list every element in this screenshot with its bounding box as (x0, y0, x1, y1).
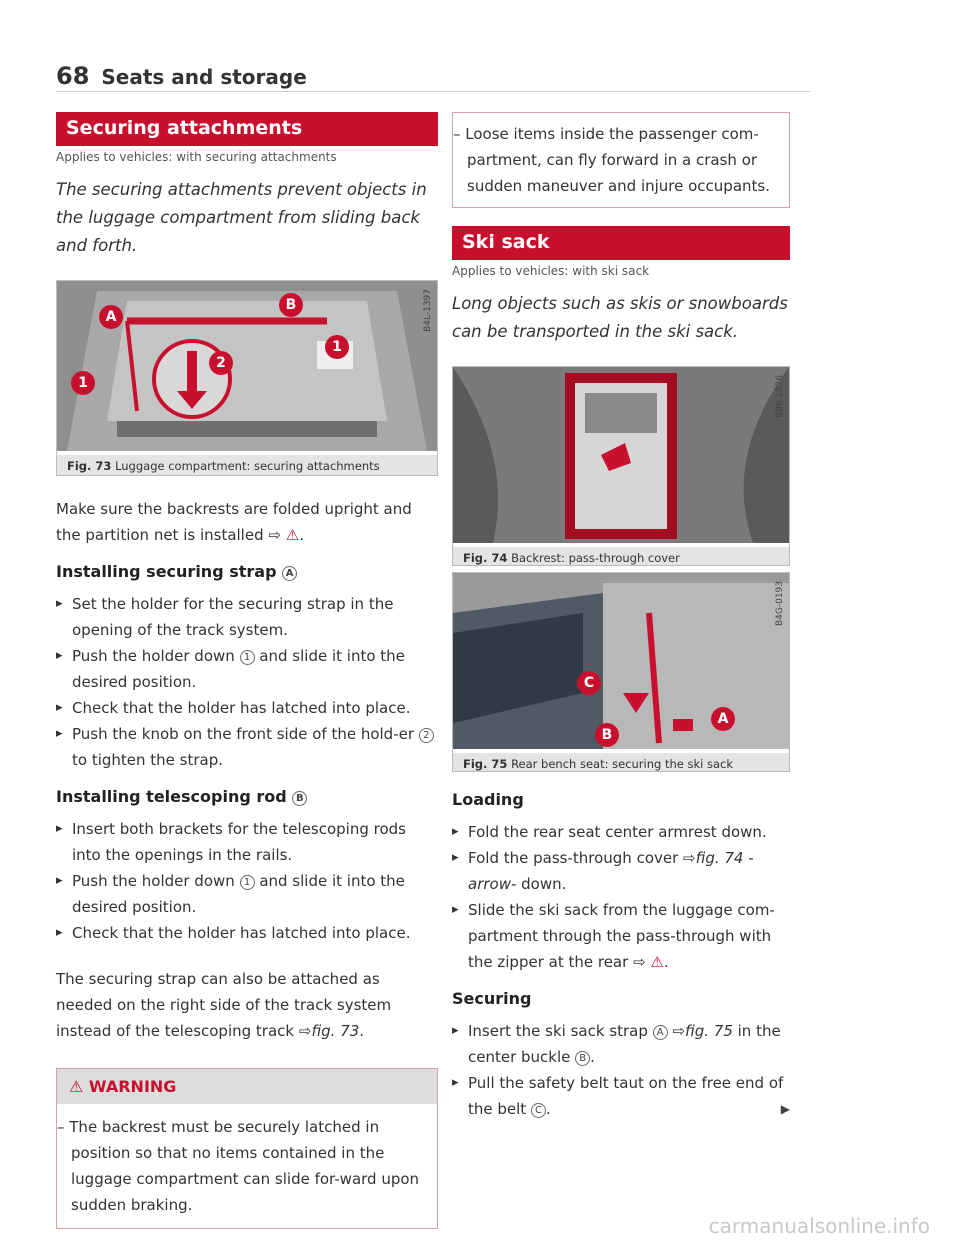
figure-code: B4G-0193 (775, 581, 785, 627)
text: Installing securing strap (56, 562, 277, 581)
warning-triangle-icon: ⚠ (69, 1077, 84, 1096)
ref-arrow: ⇨ (298, 1022, 312, 1040)
ref-arrow: ⇨ (268, 526, 281, 544)
ski-sack-illustration (453, 573, 789, 749)
text: Pull the safety belt taut on the free end of the belt (468, 1074, 784, 1118)
figure-caption-text: Luggage compartment: securing attachments (115, 459, 380, 473)
marker-a-inline: A (282, 566, 297, 581)
subheading-strap (56, 562, 438, 581)
page-number: 68 (56, 62, 90, 90)
figure-label: Fig. 73 (67, 459, 112, 473)
list-item (56, 721, 438, 773)
right-column (452, 112, 790, 1122)
text: down. (516, 875, 567, 893)
figure-caption (453, 753, 789, 772)
marker-b: B (279, 293, 303, 317)
text: . (359, 1022, 365, 1040)
paragraph-backrests (56, 496, 438, 548)
marker-1-inline: 1 (240, 650, 255, 665)
figure-caption (453, 547, 789, 566)
section-banner-ski-sack: Ski sack (452, 226, 790, 260)
figure-caption-text: Rear bench seat: securing the ski sack (511, 757, 734, 771)
figure-caption (57, 455, 437, 476)
page-header (56, 62, 810, 92)
text: . (663, 953, 669, 971)
warning-header (57, 1069, 437, 1104)
list-item: ▸ Fold the rear seat center armrest down. (452, 819, 790, 845)
list-item (452, 845, 790, 897)
text: . (299, 526, 304, 544)
list-item: ▸ Check that the holder has latched into place. (56, 695, 438, 721)
text: Insert the ski sack strap (468, 1022, 653, 1040)
pass-through-cover-illustration (453, 367, 789, 543)
text: and slide it into the desired position. (72, 647, 405, 691)
marker-b-inline: B (575, 1051, 590, 1066)
text: and slide it into the desired position. (72, 872, 405, 916)
warning-title: WARNING (88, 1077, 177, 1096)
marker-b-inline: B (292, 791, 307, 806)
list-item (452, 1018, 790, 1070)
section-banner-securing: Securing attachments (56, 112, 438, 146)
intro-text: Long objects such as skis or snowboards can be transported in the ski sack. (452, 294, 788, 341)
left-column (56, 112, 438, 1229)
list-item (452, 1070, 790, 1122)
text: . (590, 1048, 595, 1066)
marker-a-inline: A (653, 1025, 668, 1040)
strap-steps (56, 591, 438, 773)
figure-caption-text: Backrest: pass-through cover (511, 551, 680, 565)
text: Push the holder down (72, 647, 240, 665)
applies-note: Applies to vehicles: with securing attachments (56, 150, 337, 164)
list-item: ▸ Check that the holder has latched into place. (56, 920, 438, 946)
watermark: carmanualsonline.info (708, 1214, 930, 1238)
caution-box: – Loose items inside the passenger com-partment, can fly forward in a crash or sudden maneuver and injure occupants. (452, 112, 790, 208)
figure-75 (452, 572, 790, 772)
marker-c: C (577, 671, 601, 695)
marker-1-left: 1 (71, 371, 95, 395)
marker-2-inline: 2 (419, 728, 434, 743)
marker-1-inline: 1 (240, 875, 255, 890)
list-item (56, 643, 438, 695)
ref-arrow: ⇨ (633, 953, 646, 971)
loading-steps (452, 819, 790, 975)
text: in the center buckle (468, 1022, 781, 1066)
paragraph-track (56, 966, 438, 1044)
subheading-securing: Securing (452, 989, 532, 1008)
warning-triangle-icon: ⚠ (285, 526, 300, 544)
figure-label: Fig. 74 (463, 551, 508, 565)
figure-ref[interactable]: fig. 75 (685, 1022, 733, 1040)
figure-code: B8K-1826 (775, 375, 785, 419)
text: Push the knob on the front side of the hold-er (72, 725, 419, 743)
figure-code: B4L-1397 (423, 289, 433, 332)
ref-arrow: ⇨ (672, 1022, 686, 1040)
continue-arrow-icon: ▶ (780, 1102, 790, 1116)
text: . (545, 1100, 551, 1118)
text: Installing telescoping rod (56, 787, 287, 806)
figure-ref[interactable]: fig. 73 (311, 1022, 360, 1040)
marker-a: A (711, 707, 735, 731)
marker-2: 2 (209, 351, 233, 375)
list-item (56, 868, 438, 920)
text: to tighten the strap. (72, 751, 224, 769)
text: Slide the ski sack from the luggage com-partment through the pass-through with the zipper at the rear (468, 901, 775, 971)
text: Fold the pass-through cover (468, 849, 684, 867)
list-item: ▸ Insert both brackets for the telescoping rods into the openings in the rails. (56, 816, 438, 868)
subheading-rod (56, 787, 438, 806)
figure-label: Fig. 75 (463, 757, 508, 771)
text: Push the holder down (72, 872, 240, 890)
warning-text: – The backrest must be securely latched in position so that no items contained in the luggage compartment can slide for-ward upon sudden braking. (57, 1118, 420, 1214)
warning-triangle-icon: ⚠ (650, 953, 664, 971)
marker-1-right: 1 (325, 335, 349, 359)
subheading-loading: Loading (452, 790, 524, 809)
rod-steps (56, 816, 438, 946)
ref-arrow: ⇨ (683, 849, 696, 867)
list-item (452, 897, 790, 975)
figure-73 (56, 280, 438, 476)
intro-text: The securing attachments prevent objects in the luggage compartment from sliding back and forth. (56, 180, 427, 255)
figure-ref[interactable]: fig. 74 -arrow- (468, 849, 754, 893)
text: Make sure the backrests are folded upright and the partition net is installed (56, 500, 412, 544)
applies-note: Applies to vehicles: with ski sack (452, 264, 650, 278)
chapter-title: Seats and storage (101, 65, 307, 89)
marker-c-inline: C (531, 1103, 546, 1118)
warning-box (56, 1068, 438, 1229)
text: The securing strap can also be attached as needed on the right side of the track system instead of the telescoping track (56, 970, 392, 1040)
marker-a: A (99, 305, 123, 329)
marker-b: B (595, 723, 619, 747)
securing-steps (452, 1018, 790, 1122)
list-item: ▸ Set the holder for the securing strap in the opening of the track system. (56, 591, 438, 643)
figure-74 (452, 366, 790, 566)
